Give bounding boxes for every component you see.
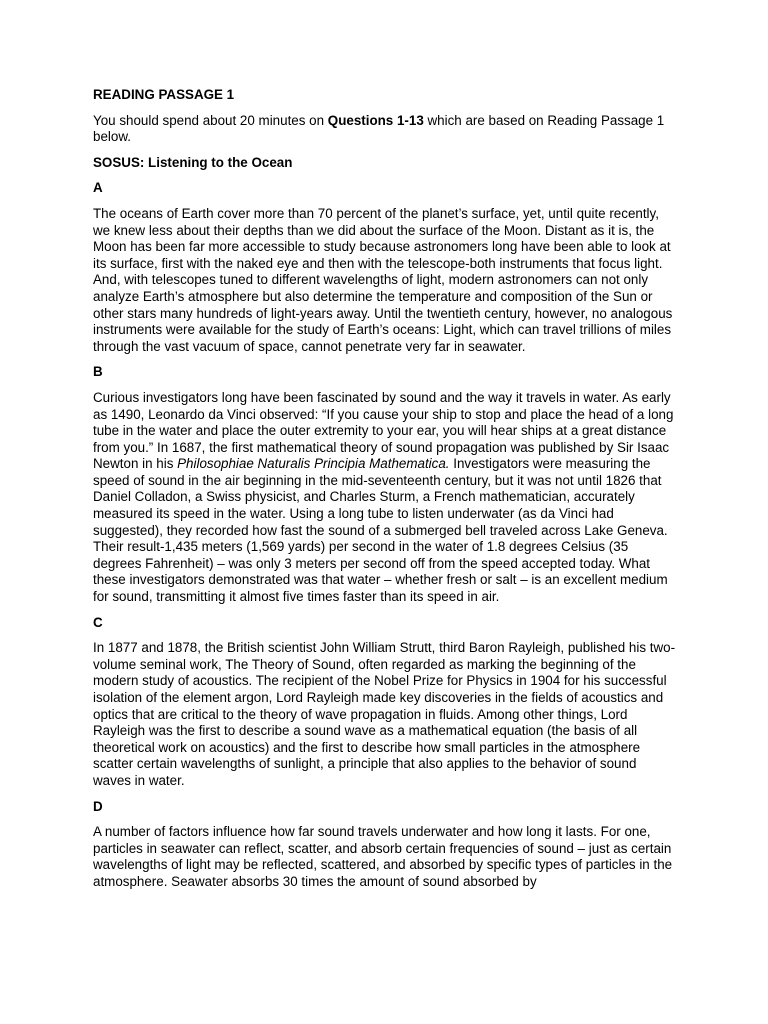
- section-letter-b: B: [93, 364, 103, 380]
- section-a-paragraph: The oceans of Earth cover more than 70 percent of the planet’s surface, yet, until quite recently, we knew less about their depths than we did about the surface of the Moon. Distant as it is, the Moon has been far more accessible to study because astronomers long have been able to look at its surface, first with the naked eye and then with the telescope-both instruments that focus light. And, with telescopes tuned to different wavelengths of light, modern astronomers can not only analyze Earth’s atmosphere but also determine the temperature and composition of the Sun or other stars many hundreds of light-years away. Until the twentieth century, however, no analogous instruments were available for the study of Earth’s oceans: Light, which can travel trillions of miles through the vast vacuum of space, cannot penetrate very far in seawater.: [93, 205, 673, 354]
- article-title: SOSUS: Listening to the Ocean: [93, 154, 293, 170]
- section-letter-a: A: [93, 180, 103, 196]
- instructions-text-before: You should spend about 20 minutes on: [93, 112, 328, 128]
- section-letter-d: D: [93, 798, 103, 814]
- section-d-paragraph: A number of factors influence how far sound travels underwater and how long it lasts. For one, particles in seawater can reflect, scatter, and absorb certain frequencies of sound – just as certain wavelengths of light may be reflected, scattered, and absorbed by specific types of particles in the atmosphere. Seawater absorbs 30 times the amount of sound absorbed by: [93, 824, 673, 889]
- section-letter-c: C: [93, 614, 103, 630]
- section-b-text-before: Curious investigators long have been fascinated by sound and the way it travels in water. As early as 1490, Leonardo da Vinci observed: “If you cause your ship to stop and place the head of a long tube in the water and place the outer extremity to your ear, you will hear ships at a great distance from you.” In 1687, the first mathematical theory of sound propagation was published by Sir Isaac Newton in his: [93, 389, 674, 472]
- questions-range: Questions 1-13: [327, 112, 424, 128]
- passage-heading: READING PASSAGE 1: [93, 87, 235, 102]
- passage-instructions: [93, 113, 677, 146]
- book-title: Philosophiae Naturalis Principia Mathematica.: [177, 456, 450, 472]
- reading-passage-page: [93, 87, 677, 891]
- section-b-paragraph: [93, 390, 677, 606]
- section-b-text-after: Investigators were measuring the speed of sound in the air beginning in the mid-seventeenth century, but it was not until 1826 that Daniel Colladon, a Swiss physicist, and Charles Sturm, a French mathematician, accurately measured its speed in the water. Using a long tube to listen underwater (as da Vinci had suggested), they recorded how fast the sound of a submerged bell traveled across Lake Geneva. Their result-1,435 meters (1,569 yards) per second in the water of 1.8 degrees Celsius (35 degrees Fahrenheit) – was only 3 meters per second off from the speed accepted today. What these investigators demonstrated was that water – whether fresh or salt – is an excellent medium for sound, transmitting it almost five times faster than its speed in air.: [93, 456, 668, 605]
- section-c-paragraph: In 1877 and 1878, the British scientist John William Strutt, third Baron Rayleigh, published his two-volume seminal work, The Theory of Sound, often regarded as marking the beginning of the modern study of acoustics. The recipient of the Nobel Prize for Physics in 1904 for his successful isolation of the element argon, Lord Rayleigh made key discoveries in the fields of acoustics and optics that are critical to the theory of wave propagation in fluids. Among other things, Lord Rayleigh was the first to describe a sound wave as a mathematical equation (the basis of all theoretical work on acoustics) and the first to describe how small particles in the atmosphere scatter certain wavelengths of sunlight, a principle that also applies to the behavior of sound waves in water.: [93, 640, 676, 788]
- instructions-text-after: which are based on Reading Passage 1 below.: [93, 112, 665, 145]
